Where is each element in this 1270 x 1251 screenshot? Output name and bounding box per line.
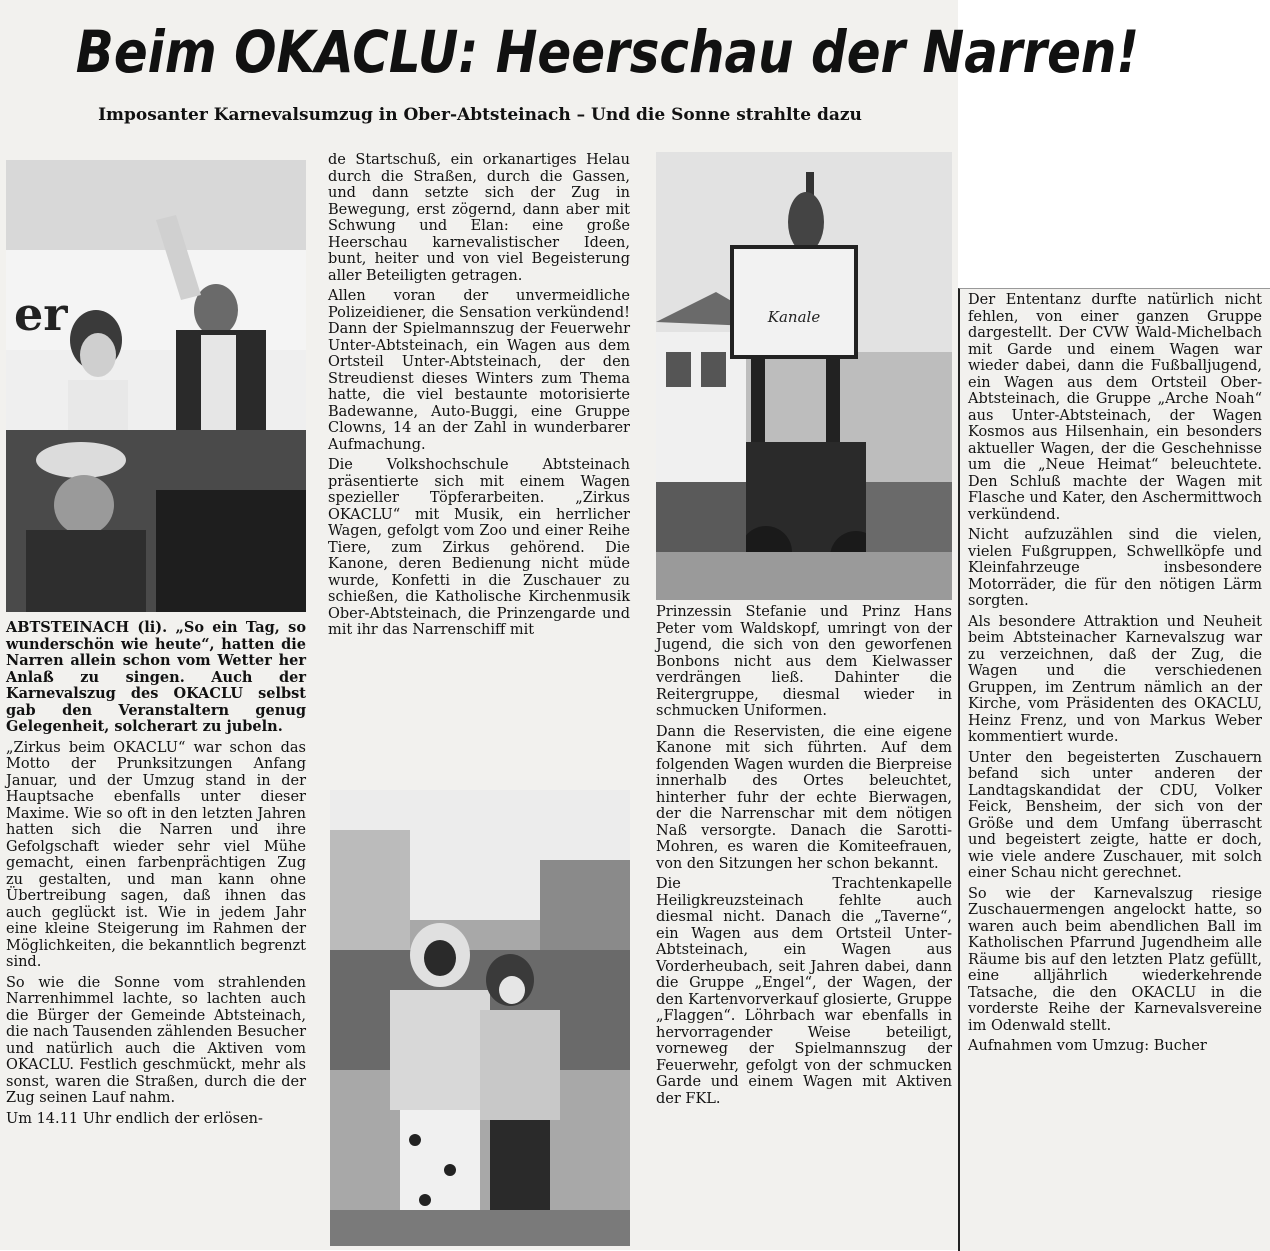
photo-float-waving <box>6 160 306 612</box>
article-paragraph: Nicht aufzuzählen sind die vielen, vielen Fußgruppen, Schwellköpfe und Kleinfahrzeuge insbesondere Motorräder, die für den nötigen Lärm sorgten. <box>968 527 1262 609</box>
subheadline: Imposanter Karnevalsumzug in Ober-Abtsteinach – Und die Sonne strahlte dazu <box>98 105 862 125</box>
photo-clowns <box>330 790 630 1246</box>
article-paragraph: Unter den begeisterten Zuschauern befand sich unter anderen der Landtagskandidat der CDU, Volker Feick, Bensheim, der sich von der Größe und dem Umfang überrascht und begeistert zeigte, hatte er doch, wie viele andere Zuschauer, mit solch einer Schau nicht gerechnet. <box>968 749 1262 881</box>
article-paragraph: Die Trachtenkapelle Heiligkreuzsteinach fehlte auch diesmal nicht. Danach die „Taverne“, ein Wagen aus dem Ortsteil Unter-Abtsteinach, ein Wagen aus Vorderheubach, seit Jahren dabei, dann die Gruppe „Engel“, der Wagen, der den Kartenvorverkauf glosierte, Gruppe „Flaggen“. Löhrbach war ebenfalls in hervorragender Weise beteiligt, vorneweg der Spielmannszug der Feuerwehr, gefolgt von der schmucken Garde und einem Wagen mit Aktiven der FKL. <box>656 876 952 1107</box>
article-paragraph: Der Ententanz durfte natürlich nicht fehlen, von einer ganzen Gruppe dargestellt. Der CVW Wald-Michelbach mit Garde und einem Wagen war wieder dabei, dann die Fußballjugend, ein Wagen aus dem Ortsteil Ober-Abtsteinach, die Gruppe „Arche Noah“ aus Unter-Abtsteinach, der Wagen Kosmos aus Hilsenhain, ein besonders aktueller Wagen, der die Geschehnisse um die „Neue Heimat“ beleuchtete. Den Schluß machte der Wagen mit Flasche und Kater, den Aschermittwoch verkündend. <box>968 292 1262 523</box>
article-paragraph: So wie die Sonne vom strahlenden Narrenhimmel lachte, so lachten auch die Bürger der Gemeinde Abtsteinach, die nach Tausenden zählenden Besucher und natürlich auch die Aktiven vom OKACLU. Festlich geschmückt, mehr als sonst, waren die Straßen, durch die der Zug seinen Lauf nahm. <box>6 974 306 1106</box>
article-paragraph: de Startschuß, ein orkanartiges Helau durch die Straßen, durch die Gassen, und dann setzte sich der Zug in Bewegung, erst zögernd, dann aber mit Schwung und Elan: eine große Heerschau karnevalistischer Ideen, bunt, heiter und von viel Begeisterung aller Beteiligten getragen. <box>328 152 630 284</box>
photo-credit: Aufnahmen vom Umzug: Bucher <box>968 1038 1207 1054</box>
article-column-2 <box>328 152 630 780</box>
article-paragraph: Als besondere Attraktion und Neuheit beim Abtsteinacher Karnevalszug war zu verzeichnen, daß der Zug, die Wagen und die verschiedenen Gruppen, im Zentrum nämlich an der Kirche, vom Präsidenten des OKACLU, Heinz Frenz, und von Markus Weber kommentiert wurde. <box>968 613 1262 745</box>
article-paragraph: Um 14.11 Uhr endlich der erlösen- <box>6 1110 263 1127</box>
photo2-sign-text: Kanale <box>767 308 821 326</box>
headline: Beim OKACLU: Heerschau der Narren! <box>75 18 1140 86</box>
article-paragraph: Prinzessin Stefanie und Prinz Hans Peter vom Waldskopf, umringt von der Jugend, die sich von den geworfenen Bonbons nicht aus dem Kielwasser verdrängen ließ. Dahinter die Reitergruppe, diesmal wieder in schmucken Uniformen. <box>656 604 952 719</box>
article-column-3 <box>656 604 952 1248</box>
photo1-sign-text: er <box>14 287 68 341</box>
article-paragraph: Dann die Reservisten, die eine eigene Kanone mit sich führten. Auf dem folgenden Wagen wurden die Bierpreise innerhalb des Ortes beleuchtet, hinterher fuhr der echte Bierwagen, der die Narrenschar mit dem nötigen Naß versorgte. Danach die Sarotti-Mohren, es waren die Komiteefrauen, von den Sitzungen her schon bekannt. <box>656 723 952 872</box>
photo-prince-float <box>656 152 952 600</box>
article-paragraph: So wie der Karnevalszug riesige Zuschauermengen angelockt hatte, so waren auch beim abendlichen Ball im Katholischen Pfarrund Jugendheim alle Räume bis auf den letzten Platz gefüllt, eine alljährlich wiederkehrende Tatsache, die den OKACLU in die vorderste Reihe der Karnevalsvereine im Odenwald stellt. <box>968 885 1262 1034</box>
article-column-4 <box>968 292 1262 1247</box>
article-column-1 <box>6 620 306 1248</box>
article-paragraph: „Zirkus beim OKACLU“ war schon das Motto der Prunksitzungen Anfang Januar, und der Umzug stand in der Hauptsache ebenfalls unter dieser Maxime. Wie so oft in den letzten Jahren hatten sich die Narren und ihre Gefolgschaft wieder sehr viel Mühe gemacht, einen farbenprächtigen Zug zu gestalten, und man kann ohne Übertreibung sagen, daß ihnen das auch geglückt ist. Wie in jedem Jahr eine kleine Steigerung im Rahmen der Möglichkeiten, die bekanntlich begrenzt sind. <box>6 739 306 970</box>
article-lead-paragraph: ABTSTEINACH (li). „So ein Tag, so wunderschön wie heute“, hatten die Narren allein schon vom Wetter her Anlaß zu singen. Auch der Karnevalszug des OKACLU selbst gab den Veranstaltern genug Gelegenheit, solcherart zu jubeln. <box>6 619 306 735</box>
article-paragraph: Allen voran der unvermeidliche Polizeidiener, die Sensation verkündend! Dann der Spielmannszug der Feuerwehr Unter-Abtsteinach, ein Wagen aus dem Ortsteil Unter-Abtsteinach, der den Streudienst dieses Winters zum Thema hatte, die viel bestaunte motorisierte Badewanne, Auto-Buggi, eine Gruppe Clowns, 14 an der Zahl in wunderbarer Aufmachung. <box>328 288 630 453</box>
article-paragraph: Die Volkshochschule Abtsteinach präsentierte sich mit einem Wagen spezieller Töpferarbeiten. „Zirkus OKACLU“ mit Musik, ein herrlicher Wagen, gefolgt vom Zoo und einer Reihe Tiere, zum Zirkus gehörend. Die Kanone, deren Bedienung nicht müde wurde, Konfetti in die Zuschauer zu schießen, die Katholische Kirchenmusik Ober-Abtsteinach, die Prinzengarde und mit ihr das Narrenschiff mit <box>328 457 630 638</box>
